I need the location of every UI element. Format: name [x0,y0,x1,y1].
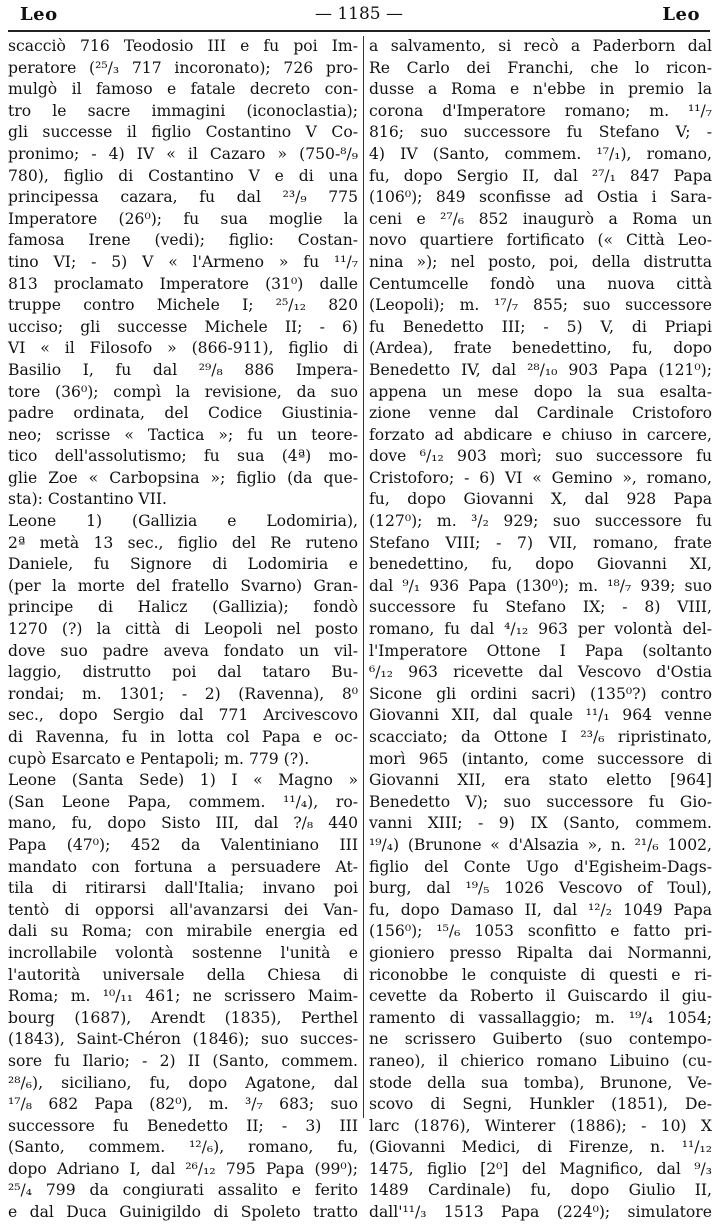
text-line: Giovanni XII, era stato eletto [964] [369,771,712,790]
text-line: l'Imperatore Ottone I Papa (soltanto [369,641,712,660]
text-line: vanni XIII; - 9) IX (Santo, commem. [369,814,712,833]
text-line: laggio, distrutto poi dal tataro Bu- [8,663,358,682]
text-line: sore fu Ilario; - 2) II (Santo, commem. [8,1051,358,1070]
text-line: novo quartiere fortificato (« Città Leo- [369,231,712,250]
left-column [8,36,358,1222]
text-line: tore (36⁰); compì la revisione, da suo [8,382,358,401]
text-line: Papa (47⁰); 452 da Valentiniano III [8,835,358,854]
text-line: larc (1876), Winterer (1886); - 10) X [369,1116,712,1135]
text-line: ne scrissero Guiberto (suo contempo- [369,1030,712,1049]
text-line: dove ⁶/₁₂ 903 morì; suo successore fu [369,447,712,466]
text-line: benedettino, fu, dopo Giovanni XI, [369,555,712,574]
text-line: riconobbe le conquiste di questi e ri- [369,965,712,984]
text-line: (1843), Saint-Chéron (1846); suo succes- [8,1030,358,1049]
page-number: — 1185 — [314,4,404,24]
text-line: corona d'Imperatore romano; m. ¹¹/₇ [369,101,712,120]
text-line: (106⁰); 849 sconfisse ad Ostia i Sara- [369,188,712,207]
text-line: Stefano VIII; - 7) VII, romano, frate [369,533,712,552]
text-line: sec., dopo Sergio dal 771 Arcivescovo [8,706,358,725]
text-line: rondai; m. 1301; - 2) (Ravenna), 8⁰ [8,684,358,703]
text-line: Benedetto IV, dal ²⁸/₁₀ 903 Papa (121⁰); [369,360,712,379]
text-line: scacciato; da Ottone I ²³/₆ ripristinato, [369,728,712,746]
text-line: (Santo, commem. ¹²/₆), romano, fu, [8,1138,358,1157]
text-line: raneo), il chierico romano Libuino (cu- [369,1051,712,1070]
header-left-keyword: Leo [20,4,58,25]
text-line: (per la morte del fratello Svarno) Gran- [8,576,358,595]
text-line: famosa Irene (vedi); figlio: Costan- [8,231,358,250]
text-line: ²⁸/₆), siciliano, fu, dopo Agatone, dal [8,1073,358,1092]
text-line: pronimo; - 4) IV « il Cazaro » (750-⁸/₉ [8,144,358,163]
text-line: Centumcelle fondò una nuova città [369,274,712,293]
text-line: ¹⁹/₄) (Brunone « d'Alsazia », n. ²¹/₆ 1002, [369,835,712,854]
text-line: 780), figlio di Costantino V e di una [8,166,358,185]
text-line: fu, dopo Sergio II, dal ²⁷/₁ 847 Papa [369,166,712,185]
text-line: sta): Costantino VII. [8,490,167,509]
text-line: morì 965 (intanto, come successore di [369,749,712,768]
text-line: mano, fu, dopo Sisto III, dal ?/₈ 440 [8,814,358,833]
text-line: Re Carlo dei Franchi, che lo ricon- [369,58,712,77]
text-line: fu Benedetto III; - 5) V, di Priapi [369,317,712,336]
text-line: gioniero presso Ripalta dai Normanni, [369,943,712,962]
text-line: padre ordinata, del Codice Giustinia- [8,404,358,423]
text-line: ramento di vassallaggio; m. ¹⁹/₄ 1054; [369,1008,712,1027]
text-line: scovo di Segni, Hunkler (1851), De- [369,1095,712,1114]
text-line: romano, fu dal ⁴/₁₂ 963 per volontà del- [369,620,712,639]
text-line: VI « il Filosofo » (866-911), figlio di [8,339,358,358]
text-line: ucciso; gli successe Michele II; - 6) [8,317,358,336]
text-line: peratore (²⁵/₃ 717 incoronato); 726 pro- [8,58,358,77]
text-line: mandato con fortuna a persuadere At- [8,857,358,876]
text-line: principessa cazara, fu dal ²³/₉ 775 [8,188,358,207]
text-line: Cristoforo; - 6) VI « Gemino », romano, [369,468,712,487]
text-line: (156⁰); ¹⁵/₆ 1053 sconfitto e fatto pri- [369,922,712,941]
text-line: (127⁰); m. ³/₂ 929; suo successore fu [369,512,712,531]
text-line: successore fu Benedetto II; - 3) III [8,1116,358,1135]
text-line: l'autorità universale della Chiesa di [8,965,358,984]
header-right-keyword: Leo [662,4,700,25]
text-line: dall'¹¹/₃ 1513 Papa (224⁰); simulatore [369,1203,712,1222]
text-line: Imperatore (26⁰); fu sua moglie la [8,209,358,228]
column-divider [363,36,364,1118]
text-line: tila di ritirarsi dall'Italia; invano poi [8,879,358,898]
text-line: tico dell'assolutismo; fu sua (4ª) mo- [8,447,358,466]
text-line: tino VI; - 5) V « l'Armeno » fu ¹¹/₇ [8,252,358,271]
text-line: nina »); nel posto, poi, della distrutta [369,252,712,271]
text-line: glie Zoe « Carbopsina »; figlio (da que- [8,468,358,487]
text-line: dali su Roma; con mirabile energia ed [8,922,358,941]
text-line: scacciò 716 Teodosio III e fu poi Im- [8,37,358,55]
text-line: dove suo padre aveva fondato un vil- [8,641,358,660]
text-line: forzato ad abdicare e chiuso in carcere, [369,425,712,444]
text-line: ceni e ²⁷/₆ 852 inaugurò a Roma un [369,209,712,228]
text-line: Basilio I, fu dal ²⁹/₈ 886 Impera- [8,360,358,379]
text-line: fu, dopo Damaso II, dal ¹²/₂ 1049 Papa [369,900,712,919]
text-line: dopo Adriano I, dal ²⁶/₁₂ 795 Papa (99⁰); [8,1159,358,1178]
text-line: figlio del Conte Ugo d'Egisheim-Dags- [369,857,712,876]
text-line: tentò di opporsi all'avanzarsi dei Van- [8,900,358,919]
text-line: ²⁵/₄ 799 da congiurati assalito e ferito [8,1181,358,1200]
text-line: gli successe il figlio Costantino V Co- [8,123,358,142]
text-line: zione venne dal Cardinale Cristoforo [369,404,712,423]
text-line: ¹⁷/₈ 682 Papa (82⁰), m. ³/₇ 683; suo [8,1095,358,1114]
text-line: appena un mese dopo la sua esalta- [369,382,712,401]
text-line: (Giovanni Medici, di Firenze, n. ¹¹/₁₂ [369,1138,712,1157]
text-line: Giovanni XII, dal quale ¹¹/₁ 964 venne [369,706,712,725]
text-line: dusse a Roma e n'ebbe in premio la [369,80,712,99]
text-line: Daniele, fu Signore di Lodomiria e [8,555,358,574]
text-line: 1489 Cardinale) fu, dopo Giulio II, [369,1181,712,1200]
text-line: Benedetto V); suo successore fu Gio- [369,792,712,811]
text-line: incrollabile volontà sostenne l'unità e [8,943,358,962]
text-line: cupò Esarcato e Pentapoli; m. 779 (?). [8,749,310,768]
text-line: di Ravenna, fu in lotta col Papa e oc- [8,728,358,746]
text-line: truppe contro Michele I; ²⁵/₁₂ 820 [8,296,358,315]
text-line: 1270 (?) la città di Leopoli nel posto [8,620,358,639]
text-line: (Ardea), frate benedettino, fu, dopo [369,339,712,358]
text-line: ⁶/₁₂ 963 ricevette dal Vescovo d'Ostia [369,663,712,682]
text-line: mulgò il famoso e fatale decreto con- [8,80,358,99]
text-line: successore fu Stefano IX; - 8) VIII, [369,598,712,617]
text-line: 816; suo successore fu Stefano V; - [369,123,712,142]
text-line: a salvamento, si recò a Paderborn dal [369,37,712,55]
text-line: bourg (1687), Arendt (1835), Perthel [8,1008,358,1027]
text-line: 2ª metà 13 sec., figlio del Re ruteno [8,533,358,552]
text-line: e dal Duca Guinigildo di Spoleto tratto [8,1203,358,1222]
text-line: stode della sua tomba), Brunone, Ve- [369,1073,712,1092]
header-rule [8,30,710,32]
text-line: cevette da Roberto il Guiscardo il giu- [369,987,712,1006]
text-line: (Leopoli); m. ¹⁷/₇ 855; suo successore [369,296,712,315]
text-line: Roma; m. ¹⁰/₁₁ 461; ne scrissero Maim- [8,987,358,1006]
text-line: Leone 1) (Gallizia e Lodomiria), [8,512,358,531]
text-line: burg, dal ¹⁹/₅ 1026 Vescovo of Toul), [369,879,712,898]
right-column [369,36,712,1222]
page-header [0,2,718,28]
text-line: neo; scrisse « Tactica »; fu un teore- [8,425,358,444]
text-line: Sicone gli ordini sacri) (135⁰?) contro [369,684,712,703]
text-line: principe di Halicz (Gallizia); fondò [8,598,358,617]
text-line: dal ⁹/₁ 936 Papa (130⁰); m. ¹⁸/₇ 939; suo [369,576,712,595]
text-line: 813 proclamato Imperatore (31⁰) dalle [8,274,358,293]
text-line: fu, dopo Giovanni X, dal 928 Papa [369,490,712,509]
text-line: (San Leone Papa, commem. ¹¹/₄), ro- [8,792,358,811]
text-line: tro le sacre immagini (iconoclastia); [8,101,358,120]
text-line: 1475, figlio [2⁰] del Magnifico, dal ⁹/₃ [369,1159,712,1178]
text-line: 4) IV (Santo, commem. ¹⁷/₁), romano, [369,144,712,163]
text-line: Leone (Santa Sede) 1) I « Magno » [8,771,358,790]
